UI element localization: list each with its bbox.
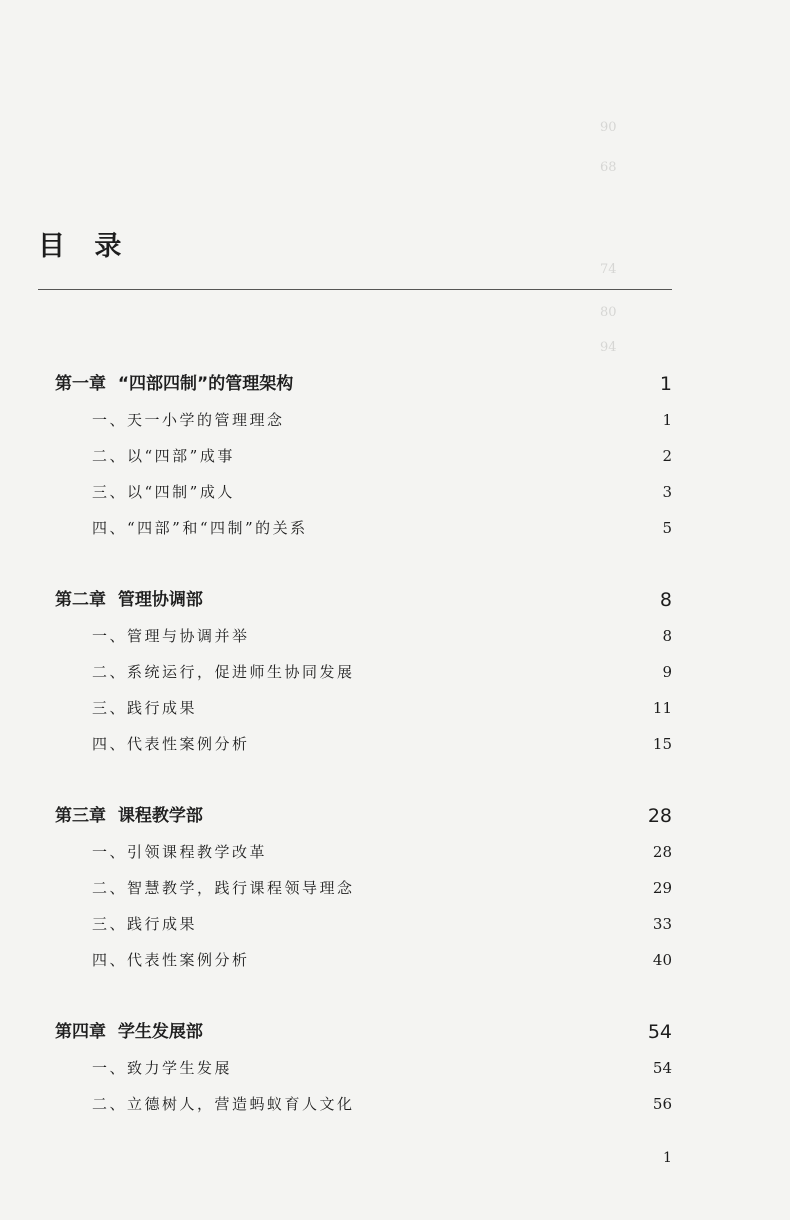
section-page-number: 15	[652, 735, 672, 753]
section-title: 三、践行成果	[92, 915, 198, 933]
chapter-page-number: 28	[647, 805, 672, 827]
section-entry	[0, 1090, 790, 1118]
chapter-label: 第二章	[55, 590, 106, 610]
section-entry	[0, 478, 790, 506]
section-entry	[0, 514, 790, 542]
chapter-label: 第四章	[55, 1022, 106, 1042]
page-title: 目 录	[38, 231, 132, 262]
chapter-name: 管理协调部	[117, 590, 203, 610]
section-title: 二、以“四部”成事	[92, 447, 235, 465]
bleed-through-text: 94	[600, 340, 617, 355]
bleed-through-text: 90	[600, 120, 617, 135]
section-entry	[0, 730, 790, 758]
chapter-heading	[0, 802, 790, 830]
chapter-name: 课程教学部	[117, 806, 203, 826]
section-title: 一、管理与协调并举	[92, 627, 250, 645]
section-page-number: 9	[662, 663, 672, 681]
section-title: 二、系统运行，促进师生协同发展	[92, 663, 355, 681]
section-title: 一、天一小学的管理理念	[92, 411, 285, 429]
bleed-through-text: 80	[600, 305, 617, 320]
chapter-page-number: 8	[659, 589, 672, 611]
chapter-heading	[0, 370, 790, 398]
section-entry	[0, 406, 790, 434]
chapter-title	[55, 370, 293, 398]
section-title: 一、引领课程教学改革	[92, 843, 268, 861]
section-title: 一、致力学生发展	[92, 1059, 233, 1077]
section-entry	[0, 874, 790, 902]
chapter-title	[55, 1018, 203, 1046]
chapter-heading	[0, 586, 790, 614]
section-title: 三、以“四制”成人	[92, 483, 235, 501]
section-page-number: 1	[662, 411, 672, 429]
section-page-number: 3	[662, 483, 672, 501]
section-entry	[0, 658, 790, 686]
section-page-number: 11	[652, 699, 672, 717]
section-entry	[0, 694, 790, 722]
section-title: 二、智慧教学，践行课程领导理念	[92, 879, 355, 897]
section-page-number: 29	[652, 879, 672, 897]
bleed-through-text: 74	[600, 262, 617, 277]
section-page-number: 5	[662, 519, 672, 537]
section-title: 二、立德树人，营造蚂蚁育人文化	[92, 1095, 355, 1113]
section-entry	[0, 910, 790, 938]
bleed-through-text: 68	[600, 160, 617, 175]
section-entry	[0, 838, 790, 866]
section-page-number: 8	[662, 627, 672, 645]
section-title: 四、代表性案例分析	[92, 951, 250, 969]
chapter-page-number: 54	[647, 1021, 672, 1043]
section-page-number: 2	[662, 447, 672, 465]
chapter-heading	[0, 1018, 790, 1046]
chapter-page-number: 1	[659, 373, 672, 395]
section-page-number: 28	[652, 843, 672, 861]
title-rule	[38, 289, 672, 290]
page-number: 1	[663, 1150, 672, 1166]
chapter-title	[55, 802, 203, 830]
section-title: 四、“四部”和“四制”的关系	[92, 519, 308, 537]
chapter-name: “四部四制”的管理架构	[117, 374, 294, 394]
section-page-number: 40	[652, 951, 672, 969]
section-entry	[0, 946, 790, 974]
section-title: 三、践行成果	[92, 699, 198, 717]
section-entry	[0, 622, 790, 650]
chapter-label: 第一章	[55, 374, 106, 394]
section-title: 四、代表性案例分析	[92, 735, 250, 753]
section-entry	[0, 1054, 790, 1082]
chapter-label: 第三章	[55, 806, 106, 826]
section-page-number: 54	[652, 1059, 672, 1077]
chapter-title	[55, 586, 203, 614]
section-entry	[0, 442, 790, 470]
section-page-number: 56	[652, 1095, 672, 1113]
section-page-number: 33	[652, 915, 672, 933]
chapter-name: 学生发展部	[117, 1022, 203, 1042]
